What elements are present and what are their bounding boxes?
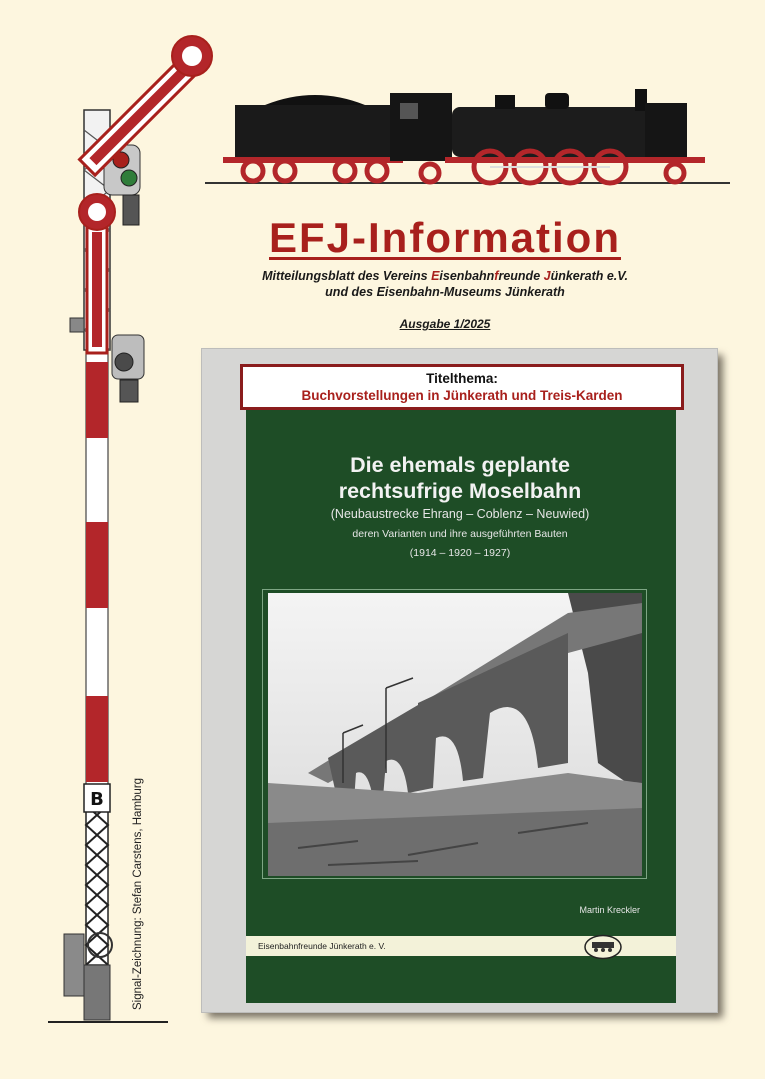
- subtitle-text: ünkerath e.V.: [550, 269, 628, 283]
- theme-label: Titelthema:: [426, 371, 498, 386]
- subtitle-text: Mitteilungsblatt des Vereins: [262, 269, 432, 283]
- theme-text: Buchvorstellungen in Jünkerath und Treis-Karden: [301, 388, 623, 403]
- newsletter-subtitle: [200, 268, 690, 300]
- subtitle-line-2: und des Eisenbahn-Museums Jünkerath: [325, 285, 565, 299]
- cover-theme-box: [240, 364, 684, 410]
- newsletter-title: EFJ-Information: [269, 214, 621, 261]
- signal-plate-letter: B: [90, 789, 104, 810]
- semaphore-signal-illustration: [0, 0, 220, 1079]
- subtitle-text: reunde: [498, 269, 544, 283]
- book-subtitle-2: deren Varianten und ihre ausgeführten Bauten: [352, 528, 568, 540]
- book-title-line-2: rechtsufrige Moselbahn: [338, 479, 582, 503]
- subtitle-text: isenbahn: [439, 269, 495, 283]
- book-subtitle: (Neubaustrecke Ehrang – Coblenz – Neuwied): [330, 507, 590, 521]
- subtitle-initial-j: J: [543, 269, 551, 283]
- book-title: [260, 452, 660, 504]
- book-publisher: Eisenbahnfreunde Jünkerath e. V.: [258, 941, 386, 951]
- subtitle-initial-f: f: [494, 269, 499, 283]
- viaduct-photo: [268, 593, 642, 876]
- book-author: Martin Kreckler: [579, 905, 640, 915]
- book-years: (1914 – 1920 – 1927): [409, 547, 511, 559]
- club-seal-icon: [583, 934, 623, 960]
- book-title-line-1: Die ehemals geplante: [350, 453, 570, 477]
- subtitle-initial-e: E: [431, 269, 440, 283]
- steam-locomotive-illustration: [205, 75, 730, 190]
- signal-drawing-credit: Signal-Zeichnung: Stefan Carstens, Hamburg: [132, 777, 144, 1010]
- issue-number: Ausgabe 1/2025: [399, 317, 491, 331]
